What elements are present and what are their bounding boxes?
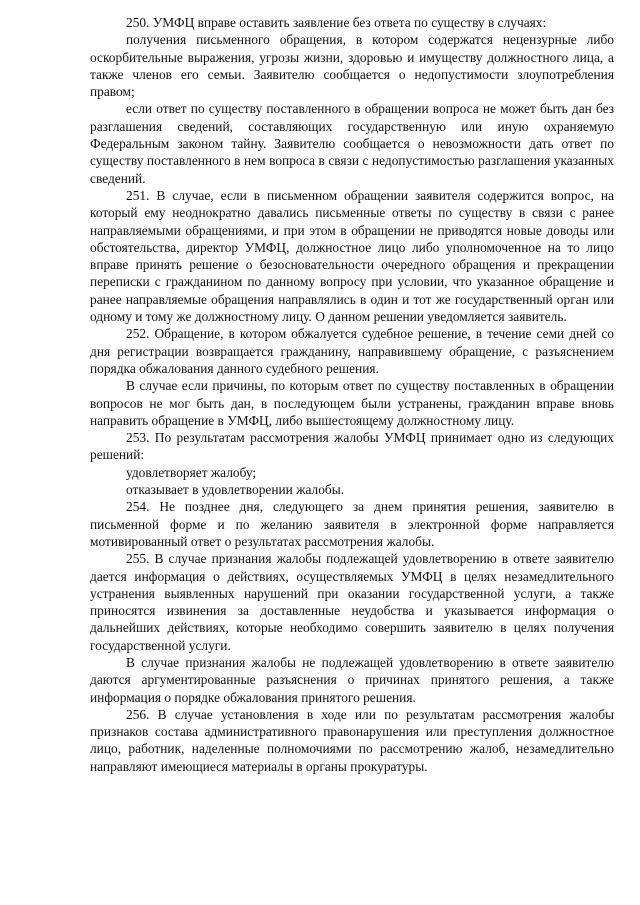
paragraph-255-cont: В случае признания жалобы не подлежащей удовлетворению в ответе заявителю даются аргументированные разъяснения о причинах принятого решения, а также информация о порядке обжалования принятого решения.	[90, 654, 614, 705]
paragraph-253: 253. По результатам рассмотрения жалобы УМФЦ принимает одно из следующих решений:	[90, 430, 614, 463]
paragraph-254: 254. Не позднее дня, следующего за днем принятия решения, заявителю в письменной форме и по желанию заявителя в электронной форме направляется мотивированный ответ о результатах рассмотрения жалобы.	[90, 499, 614, 549]
paragraph-253-option-2: отказывает в удовлетворении жалобы.	[126, 482, 345, 498]
paragraph-250: 250. УМФЦ вправе оставить заявление без ответа по существу в случаях:	[126, 15, 547, 30]
paragraph-253-option-1: удовлетворяет жалобу;	[126, 464, 257, 480]
paragraph-256: 256. В случае установления в ходе или по результатам рассмотрения жалобы признаков состава административного правонарушения или преступления должностное лицо, работник, наделенные полномочиями по рассмотрению жалоб, незамедлительно направляют имеющиеся материалы в органы прокуратуры.	[90, 706, 614, 774]
paragraph-255: 255. В случае признания жалобы подлежащей удовлетворению в ответе заявителю дается информация о действиях, осуществляемых УМФЦ в целях незамедлительного устранения выявленных нарушений при оказании государственной услуги, а также приносятся извинения за доставленные неудобства и указывается информация о дальнейших действиях, которые необходимо совершить заявителю в целях получения государственной услуги.	[90, 551, 614, 653]
paragraph-251: 251. В случае, если в письменном обращении заявителя содержится вопрос, на который ему неоднократно давались письменные ответы по существу в связи с ранее направляемыми обращениями, и при этом в обращении не приводятся новые доводы или обстоятельства, директор УМФЦ, должностное лицо либо уполномоченное на то лицо вправе принять решение о безосновательности очередного обращения и прекращении переписки с гражданином по данному вопросу при условии, что указанное обращение и ранее направляемые обращения направлялись в один и тот же государственный орган или одному и тому же должностному лицу. О данном решении уведомляется заявитель.	[90, 187, 614, 325]
paragraph-250-case-1: получения письменного обращения, в котором содержатся нецензурные либо оскорбительные выражения, угрозы жизни, здоровью и имуществу должностного лица, а также членов его семьи. Заявителю сообщается о недопустимости злоупотребления правом;	[90, 32, 614, 100]
paragraph-250-case-2: если ответ по существу поставленного в обращении вопроса не может быть дан без разглашения сведений, составляющих государственную или иную охраняемую Федеральным законом тайну. Заявителю сообщается о невозможности дать ответ по существу поставленного в нем вопроса в связи с недопустимостью разглашения указанных сведений.	[90, 101, 614, 186]
paragraph-252: 252. Обращение, в котором обжалуется судебное решение, в течение семи дней со дня регистрации возвращается гражданину, направившему обращение, с разъяснением порядка обжалования данного судебного решения.	[90, 326, 614, 376]
paragraph-252-cont: В случае если причины, по которым ответ по существу поставленных в обращении вопросов не мог быть дан, в последующем были устранены, гражданин вправе вновь направить обращение в УМФЦ, либо вышестоящему должностному лицу.	[90, 378, 614, 428]
